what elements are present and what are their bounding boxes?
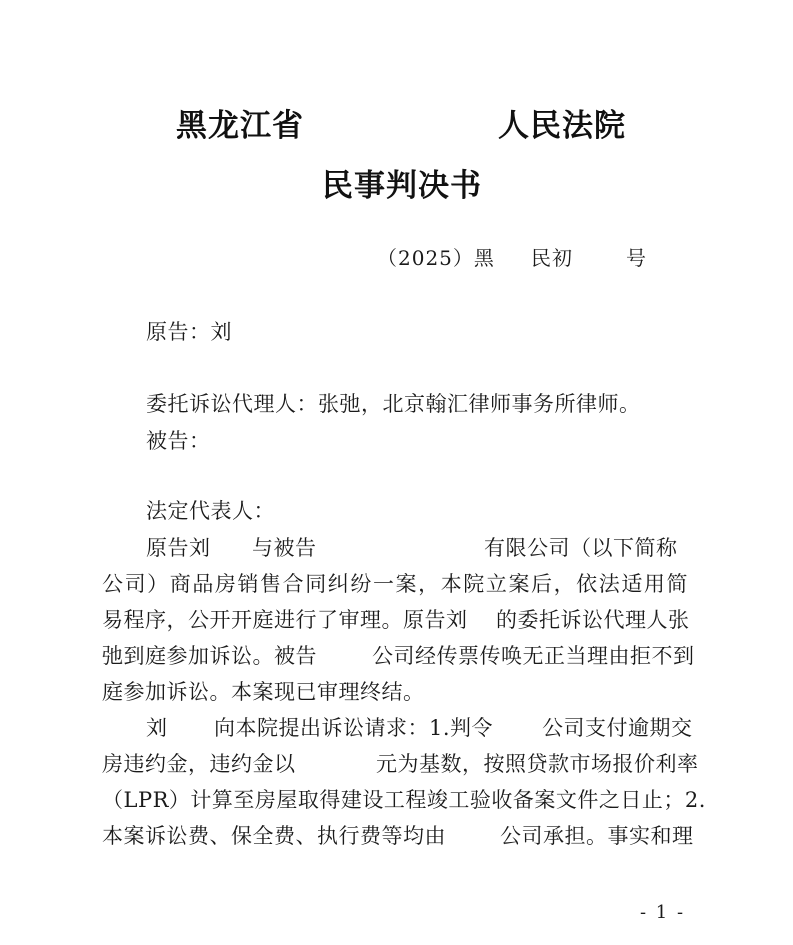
page-number: - 1 - [640, 902, 686, 923]
body-text: 庭参加诉讼。本案现已审理终结。 [102, 680, 425, 704]
defendant-line: 被告： [146, 429, 211, 453]
case-number-end: 号 [626, 246, 647, 270]
body-text: 本案诉讼费、保全费、执行费等均由 [102, 824, 446, 848]
body-text: 与被告 [252, 536, 317, 560]
case-number-year: （2025）黑 [377, 246, 495, 270]
body-text: 易程序，公开开庭进行了审理。原告刘 [102, 608, 468, 632]
body-text: 刘 [146, 716, 168, 740]
body-text: 房违约金，违约金以 [102, 752, 296, 776]
body-text: 的委托诉讼代理人张 [496, 608, 690, 632]
body-text: 向本院提出诉讼请求：1.判令 [214, 716, 494, 740]
body-text: 公司支付逾期交 [542, 716, 693, 740]
body-text: 元为基数，按照贷款市场报价利率 [376, 752, 699, 776]
body-text: 有限公司（以下简称 [484, 536, 678, 560]
body-text: 公司经传票传唤无正当理由拒不到 [372, 644, 695, 668]
body-text: 公司）商品房销售合同纠纷一案，本院立案后，依法适用简 [102, 572, 688, 596]
body-text: 原告刘 [146, 536, 211, 560]
case-number-mid: 民初 [531, 246, 573, 270]
body-text: 弛到庭参加诉讼。被告 [102, 644, 317, 668]
court-name-right: 人民法院 [498, 108, 626, 144]
court-name-left: 黑龙江省 [176, 108, 304, 144]
plaintiff-line: 原告：刘 [146, 320, 232, 344]
legal-rep-line: 法定代表人： [146, 499, 275, 523]
document-title: 民事判决书 [322, 168, 482, 204]
body-text: （LPR）计算至房屋取得建设工程竣工验收备案文件之日止；2. [102, 788, 706, 812]
body-text: 公司承担。事实和理 [500, 824, 694, 848]
agent-line: 委托诉讼代理人：张弛，北京翰汇律师事务所律师。 [146, 392, 641, 416]
